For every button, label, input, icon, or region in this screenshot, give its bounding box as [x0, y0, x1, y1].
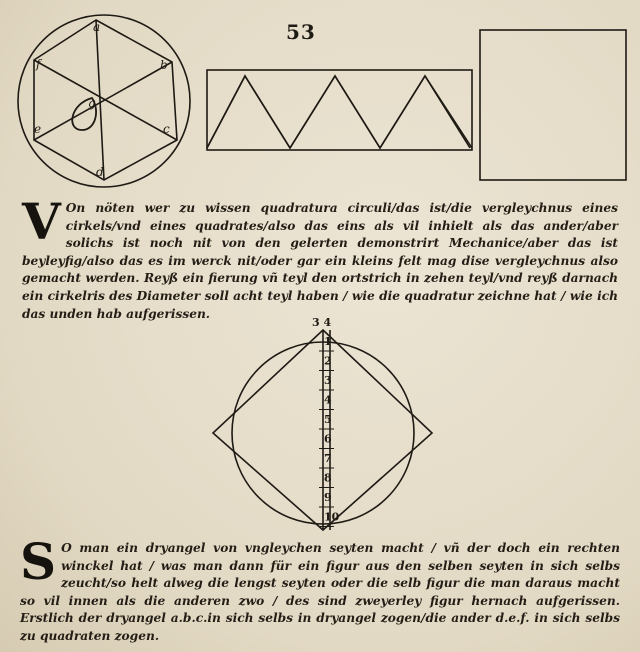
scale-number: 1: [324, 335, 332, 348]
paragraph-1: [22, 192, 618, 323]
page-number: 53: [286, 20, 316, 44]
paragraph-1-text: On nöten wer zu wissen quadratura circuli/das ist/die vergleychnus eines cirkels/vnd eines quadrates/also das eins als vil inhielt als das ander/aber solichs ist noch nit von den gelerten demonstrirt Mechanice/aber das ist beyleyfig/also das es im werck nit/oder gar ein kleins felt mag dise vergleychnus also gemacht werden. Reyß ein fierung vñ teyl den ortstrich in zehen teyl/vnd reyß darnach ein cirkelris des Diameter soll acht teyl haben / wie die quadratur zeichne hat / wie ich das unden hab aufgerissen.: [22, 201, 618, 321]
hexagon-in-circle-figure: [18, 15, 190, 187]
paragraph-2: [20, 532, 620, 646]
scale-number: 10: [324, 510, 340, 524]
square-figure: [480, 30, 626, 180]
scale-number: 3: [324, 374, 332, 387]
scale-number: 7: [324, 452, 332, 465]
scale-number: 4: [324, 393, 332, 407]
scale-number: 5: [324, 413, 332, 426]
scale-number: 8: [324, 471, 332, 485]
scale-number: 9: [324, 491, 332, 504]
label-a: a: [93, 20, 101, 34]
scale-top-label: 3 4: [312, 316, 332, 329]
paragraph-1-initial: V: [22, 192, 61, 251]
label-e: e: [34, 122, 42, 136]
quadrature-circle-figure: [213, 330, 432, 530]
paragraph-2-initial: S: [20, 532, 57, 591]
label-g: g: [88, 96, 96, 110]
label-b: b: [160, 58, 168, 72]
scale-number: 6: [324, 432, 332, 446]
paragraph-2-text: O man ein dryangel von vngleychen seyten macht / vñ der doch ein rechten winckel hat / was man dann für ein figur aus den selben seyten in sich selbs zeucht/so helt alweg die lengst seyten oder die selb figur die man daraus macht so vil innen als die anderen zwo / des sind zweyerley figur hernach aufgerissen. Erstlich der dryangel a.b.c.in sich selbs in dryangel zogen/die ander d.e.f. in sich selbs zu quadraten zogen.: [20, 541, 620, 643]
scale-number: 2: [324, 354, 332, 368]
label-c: c: [163, 122, 170, 136]
triangles-strip-figure: [207, 70, 472, 150]
label-d: d: [96, 165, 104, 179]
label-f: f: [36, 57, 41, 71]
